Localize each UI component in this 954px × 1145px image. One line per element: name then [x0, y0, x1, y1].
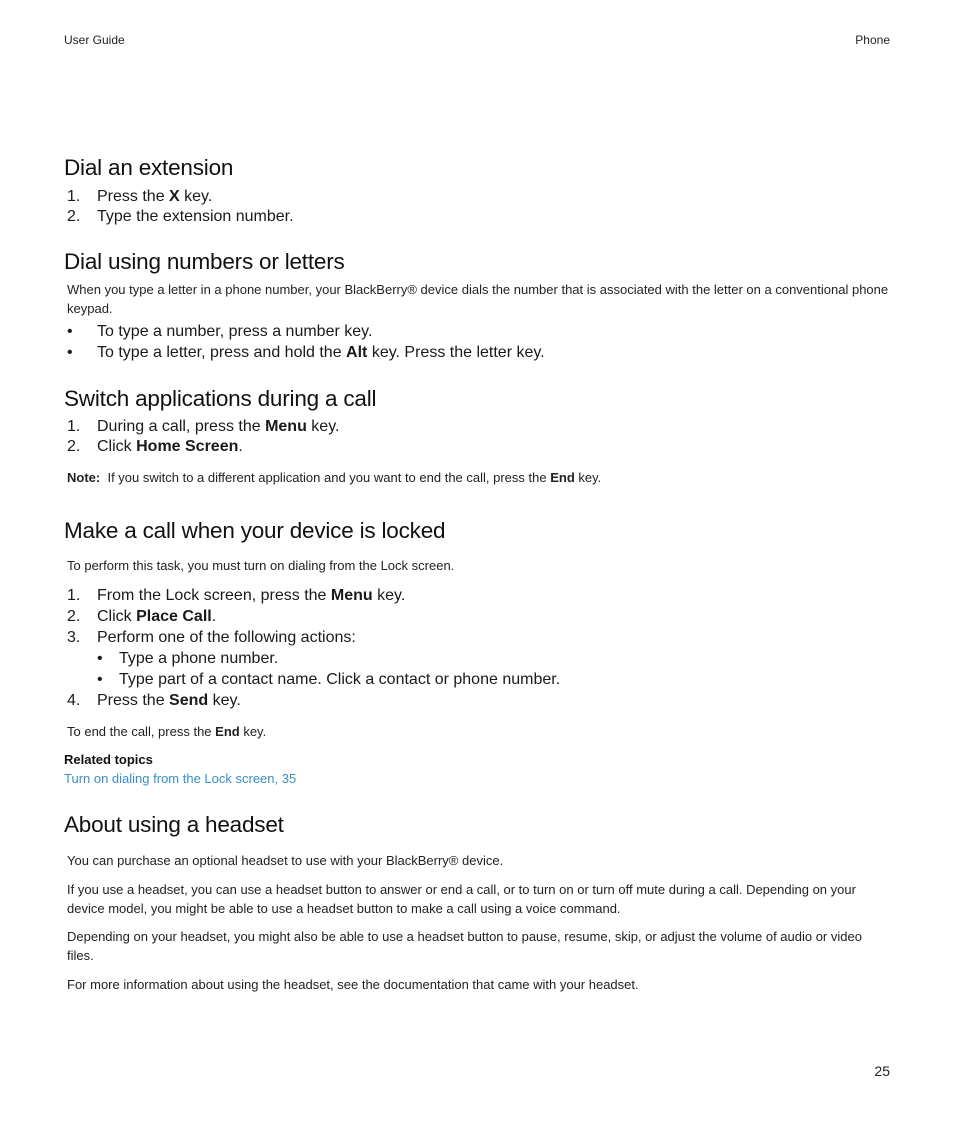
key-name: End	[550, 470, 575, 485]
step-text: Click	[97, 438, 137, 455]
step-text: key.	[372, 587, 406, 604]
step-text: From the Lock screen, press the	[97, 587, 331, 604]
paragraph: Depending on your headset, you might also be able to use a headset button to pause, resume, skip, or adjust the volume of audio or video files.	[67, 929, 862, 963]
section-title: Dial an extension	[64, 155, 234, 180]
key-name: Send	[169, 692, 209, 709]
step-text: Perform one of the following actions:	[97, 629, 356, 646]
section-dial-letters	[64, 247, 890, 363]
paragraph: If you use a headset, you can use a headset button to answer or end a call, or to turn on or turn off mute during a call. Depending on your device model, you might be able to use a headset button to make a call using a voice command.	[67, 882, 856, 916]
step-text: key.	[208, 692, 241, 709]
list-item	[67, 417, 890, 437]
steps-list	[64, 585, 890, 712]
end-call-paragraph	[67, 722, 890, 741]
key-name: End	[215, 724, 240, 739]
key-name: X	[169, 188, 180, 205]
bullet: •	[97, 671, 103, 688]
section-headset	[64, 810, 890, 994]
related-topics-heading: Related topics	[64, 752, 153, 767]
step-text: Press the	[97, 188, 170, 205]
key-name: Alt	[346, 344, 368, 361]
step-text: Type the extension number.	[97, 208, 294, 225]
step-number: 2.	[67, 208, 81, 225]
sub-step-text: Type a phone number.	[119, 650, 279, 667]
step-number: 2.	[67, 438, 81, 455]
step-text: key.	[179, 188, 213, 205]
intro-paragraph: To perform this task, you must turn on dialing from the Lock screen.	[67, 558, 455, 573]
list-item	[67, 690, 890, 712]
section-dial-extension	[64, 153, 890, 227]
note-label: Note:	[67, 470, 101, 485]
bullet-text: To type a number, press a number key.	[97, 323, 373, 340]
bullet: •	[67, 344, 73, 361]
steps-list	[64, 187, 890, 227]
sub-step-text: Type part of a contact name. Click a contact or phone number.	[119, 671, 561, 688]
page-content	[64, 153, 890, 994]
section-title: Make a call when your device is locked	[64, 518, 446, 543]
bullet-text: To type a letter, press and hold the	[97, 344, 347, 361]
step-text: .	[211, 608, 217, 625]
paragraph: For more information about using the headset, see the documentation that came with your headset.	[67, 977, 639, 992]
sub-list-item	[67, 669, 890, 690]
note-text: If you switch to a different application and you want to end the call, press the	[107, 470, 551, 485]
step-number: 1.	[67, 587, 81, 604]
section-switch-apps	[64, 384, 890, 487]
list-item	[67, 342, 890, 363]
bullet: •	[67, 323, 73, 340]
sub-list-item	[67, 648, 890, 669]
list-item	[67, 437, 890, 457]
key-name: Menu	[265, 418, 307, 435]
section-call-locked	[64, 516, 890, 788]
step-number: 3.	[67, 629, 81, 646]
step-text: Press the	[97, 692, 170, 709]
note	[67, 468, 890, 487]
bullet-text: key. Press the letter key.	[367, 344, 545, 361]
step-text: key.	[306, 418, 340, 435]
paragraph-text: To end the call, press the	[67, 724, 216, 739]
section-title: Dial using numbers or letters	[64, 249, 345, 274]
list-item	[67, 207, 890, 227]
step-number: 2.	[67, 608, 81, 625]
menu-item-name: Home Screen	[136, 438, 239, 455]
step-number: 1.	[67, 188, 81, 205]
running-header-left: User Guide	[64, 33, 125, 47]
note-text: key.	[574, 470, 602, 485]
key-name: Menu	[330, 587, 373, 604]
step-text: Click	[97, 608, 137, 625]
steps-list	[64, 417, 890, 457]
related-topics	[64, 750, 890, 788]
step-text: During a call, press the	[97, 418, 266, 435]
section-title: Switch applications during a call	[64, 386, 377, 411]
paragraph-text: key.	[239, 724, 267, 739]
bullet: •	[97, 650, 103, 667]
list-item	[67, 585, 890, 606]
related-topic-link[interactable]: Turn on dialing from the Lock screen, 35	[64, 771, 297, 786]
paragraph: You can purchase an optional headset to use with your BlackBerry® device.	[67, 853, 504, 868]
page-number: 25	[874, 1063, 890, 1079]
intro-paragraph: When you type a letter in a phone number, your BlackBerry® device dials the number that is associated with the letter on a conventional phone keypad.	[67, 282, 889, 316]
list-item	[67, 187, 890, 207]
list-item	[67, 627, 890, 648]
list-item	[67, 321, 890, 342]
step-number: 4.	[67, 692, 81, 709]
list-item	[67, 606, 890, 627]
bullet-list	[64, 321, 890, 363]
section-title: About using a headset	[64, 812, 284, 837]
menu-item-name: Place Call	[136, 608, 212, 625]
running-header-right: Phone	[855, 33, 890, 47]
step-text: .	[238, 438, 243, 455]
step-number: 1.	[67, 418, 81, 435]
